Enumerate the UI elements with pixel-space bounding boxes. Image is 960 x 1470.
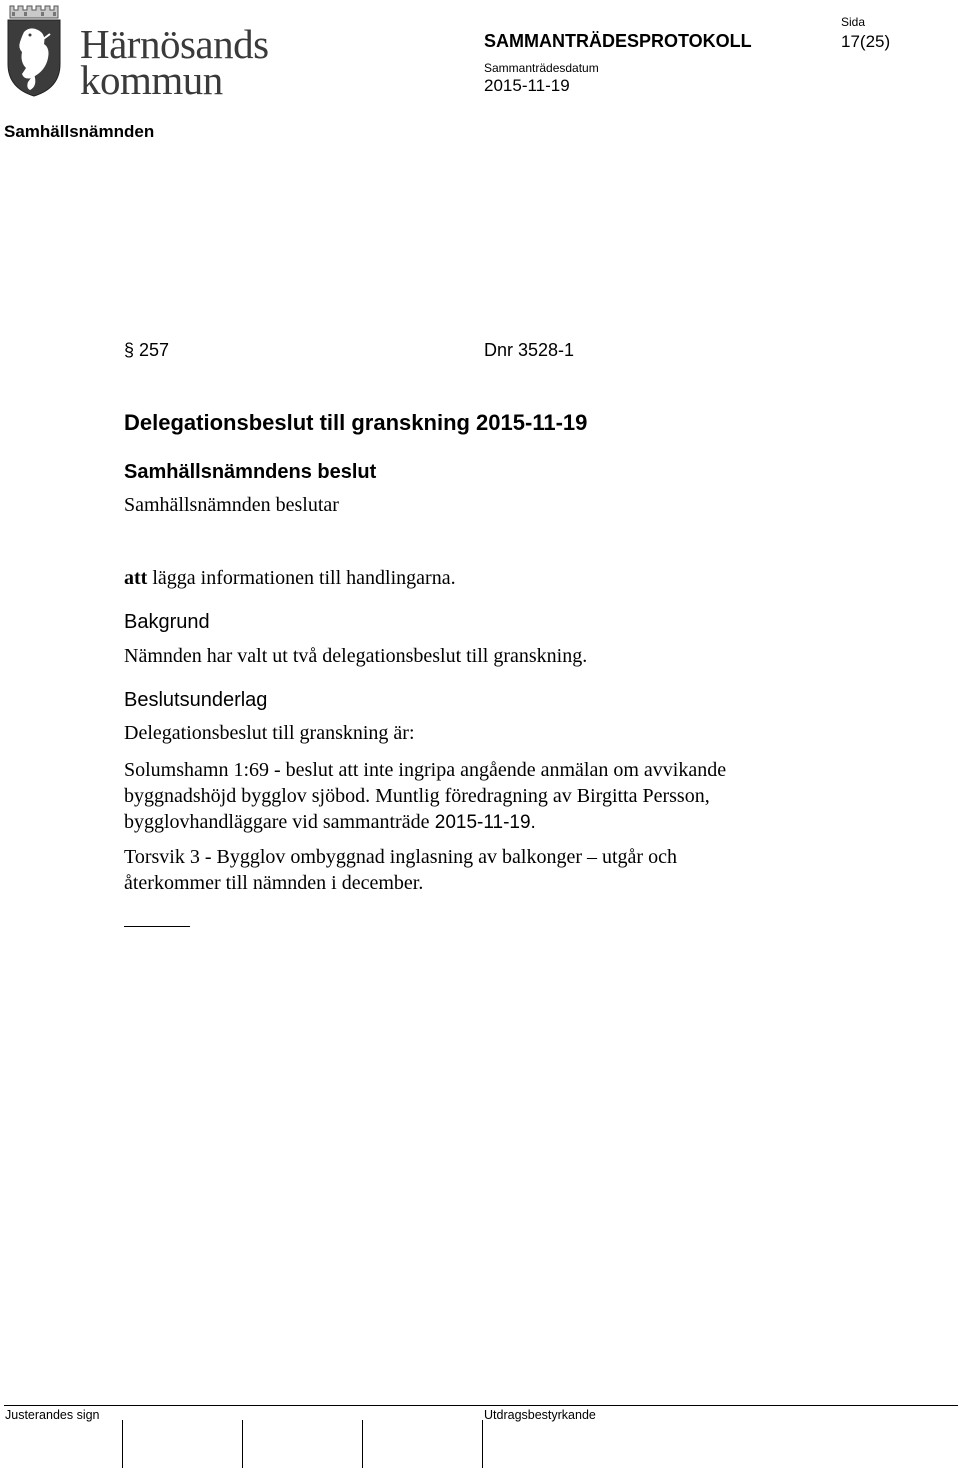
paragraph-number: 257 — [139, 340, 170, 360]
end-rule — [124, 926, 190, 927]
basis-item1-line3a: bygglovhandläggare vid sammanträde — [124, 811, 430, 833]
basis-item1-line2b: Muntlig föredragning av Birgitta Persson, — [370, 785, 710, 807]
basis-item1-line2a: byggnadshöjd bygglov sjöbod. — [124, 785, 371, 807]
decision-intro: Samhällsnämnden beslutar — [124, 494, 339, 516]
protocol-title: SAMMANTRÄDESPROTOKOLL — [484, 31, 752, 51]
basis-intro: Delegationsbeslut till granskning är: — [124, 722, 415, 744]
basis-item1-line1: Solumshamn 1:69 - beslut att inte ingripa angående anmälan om avvikande — [124, 759, 727, 781]
signature-box-divider — [362, 1420, 363, 1468]
footer-rule — [4, 1405, 958, 1406]
municipality-name-line1: Härnösands — [80, 21, 269, 67]
decision-att-clause — [124, 565, 456, 591]
organization-name: Samhällsnämnden — [4, 122, 155, 141]
item-title: Delegationsbeslut till granskning 2015-11-19 — [124, 410, 588, 435]
meeting-date: 2015-11-19 — [484, 76, 570, 95]
paragraph-line — [124, 340, 169, 361]
signature-box-divider — [122, 1420, 123, 1468]
background-text: Nämnden har valt ut två delegationsbeslut till granskning. — [124, 645, 588, 667]
att-text: lägga informationen till handlingarna. — [147, 567, 456, 589]
basis-item1-line3 — [124, 809, 536, 836]
signature-label: Justerandes sign — [5, 1408, 100, 1422]
basis-item1-line2 — [124, 783, 710, 809]
meeting-date-label: Sammanträdesdatum — [484, 61, 599, 75]
certification-label: Utdragsbestyrkande — [484, 1408, 596, 1422]
att-word: att — [124, 567, 148, 589]
signature-box-divider — [242, 1420, 243, 1468]
municipality-name-line2: kommun — [80, 57, 223, 103]
page-number: 17(25) — [841, 32, 891, 51]
decision-heading: Samhällsnämndens beslut — [124, 461, 377, 483]
coat-of-arms-icon — [4, 4, 64, 98]
basis-item2-line2: återkommer till nämnden i december. — [124, 872, 424, 894]
basis-item2-line1: Torsvik 3 - Bygglov ombyggnad inglasning av balkonger – utgår och — [124, 846, 677, 868]
signature-box-divider — [482, 1420, 483, 1468]
basis-item1-line3b: 2015-11-19. — [429, 812, 536, 833]
page-label: Sida — [841, 15, 866, 29]
dnr: Dnr 3528-1 — [484, 340, 575, 360]
basis-heading: Beslutsunderlag — [124, 689, 268, 711]
background-heading: Bakgrund — [124, 611, 210, 633]
paragraph-symbol: § — [124, 340, 135, 360]
